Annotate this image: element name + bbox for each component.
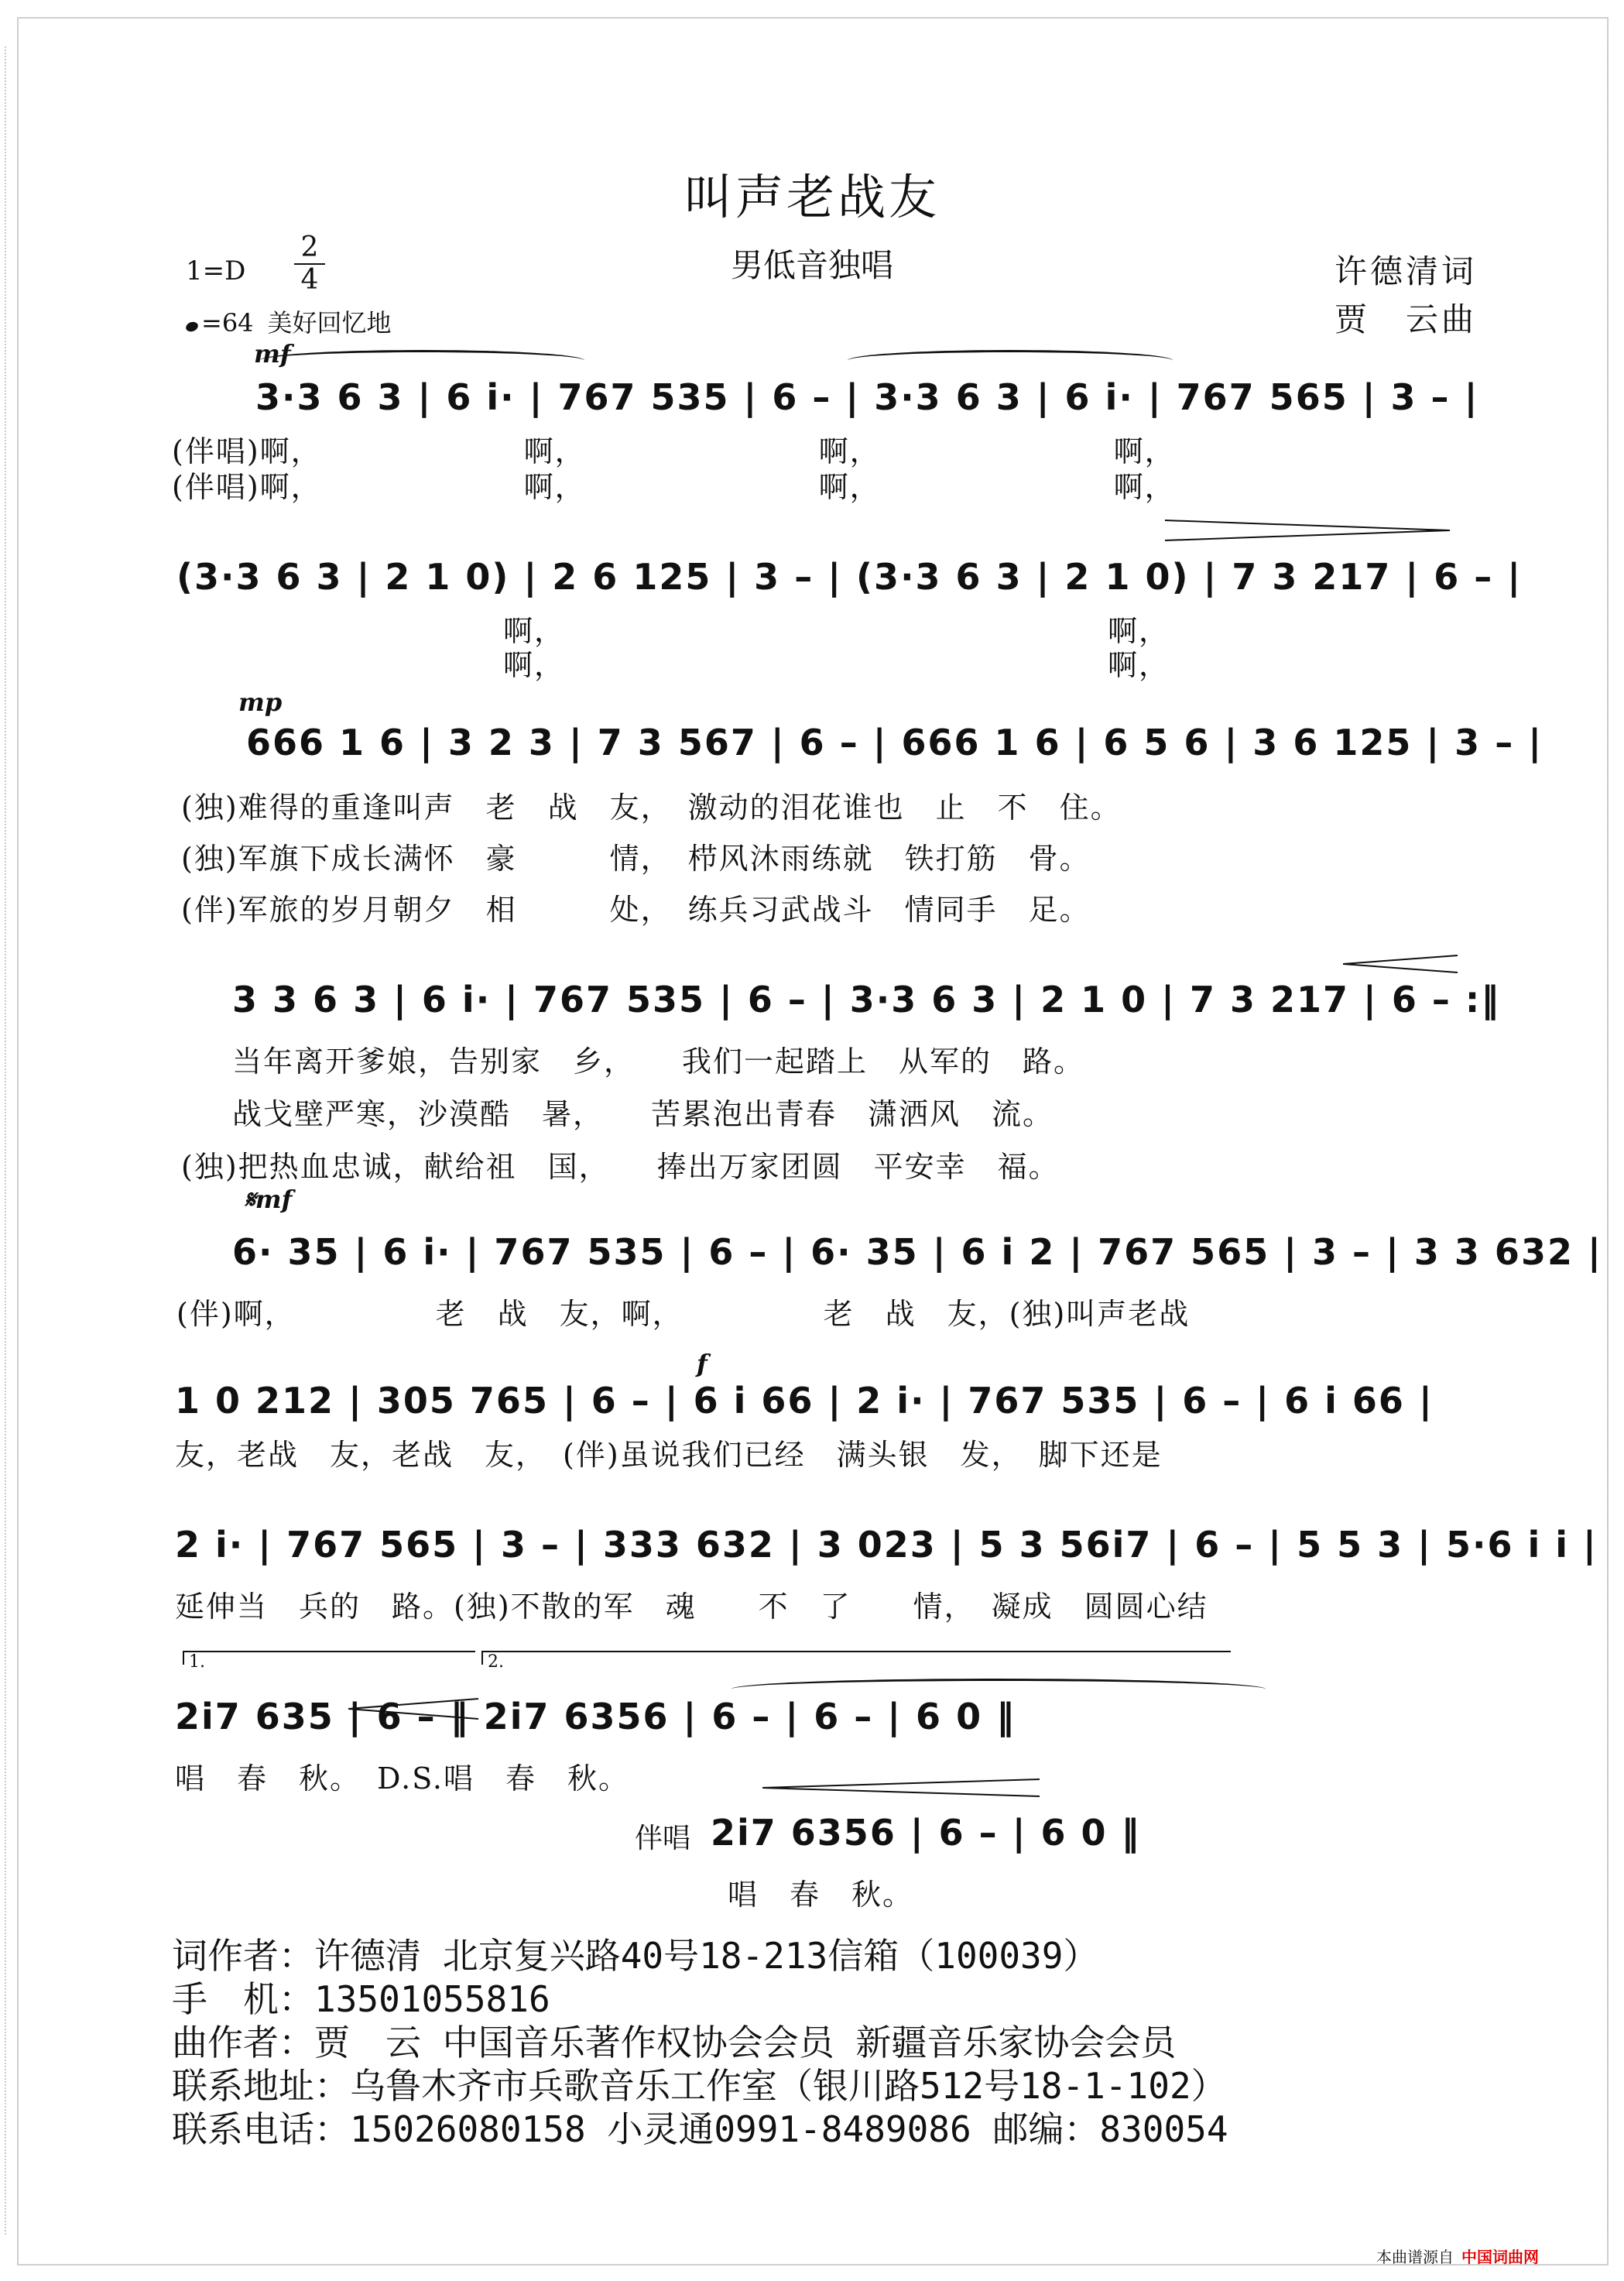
decrescendo-hairpin bbox=[1343, 954, 1459, 974]
backing-vocal-label: 伴唱 bbox=[635, 1823, 691, 1854]
lyric-line-6: 友，老战 友，老战 友， (伴)虽说我们已经 满头银 发， 脚下还是 bbox=[175, 1438, 1163, 1472]
lyric-verse-1: (独)难得的重逢叫声 老 战 友， 激动的泪花谁也 止 不 住。 bbox=[181, 791, 1122, 825]
notation-line-9: 2i7 6356 | 6 – | 6 0 ‖ bbox=[711, 1812, 1141, 1854]
notation-line-1: 3·3 6 3 | 6 i· | 767 535 | 6 – | 3·3 6 3 | 6 i· | 767 565 | 3 – | bbox=[255, 376, 1479, 418]
decrescendo-hairpin bbox=[1165, 519, 1451, 542]
notation-line-5: 6· 35 | 6 i· | 767 535 | 6 – | 6· 35 | 6 i 2 | 767 565 | 3 – | 3 3 632 | bbox=[232, 1231, 1602, 1273]
quarter-note-icon bbox=[184, 321, 199, 334]
left-margin-watermark bbox=[5, 46, 17, 2235]
song-title: 叫声老战友 bbox=[684, 169, 940, 225]
lyric-line-8: 唱 春 秋。 D.S.唱 春 秋。 bbox=[175, 1761, 629, 1796]
notation-line-2: (3·3 6 3 | 2 1 0) | 2 6 125 | 3 – | (3·3 6 3 | 2 1 0) | 7 3 217 | 6 – | bbox=[176, 556, 1523, 598]
lyric-line-1b: (伴唱)啊， 啊， 啊， 啊， bbox=[172, 470, 1176, 504]
volta-2: 2. bbox=[481, 1651, 1231, 1665]
time-signature bbox=[294, 232, 325, 296]
composer-credit: 贾 云曲 bbox=[1334, 300, 1477, 338]
meter-numerator: 2 bbox=[300, 232, 319, 263]
source-footer bbox=[1376, 2245, 1539, 2267]
right-margin-watermark bbox=[1607, 46, 1619, 2235]
dynamic-f: f bbox=[697, 1349, 708, 1378]
dynamic-mf: mf bbox=[254, 339, 291, 369]
phrase-slur bbox=[848, 350, 1173, 371]
source-label: 本曲谱源自 bbox=[1376, 2248, 1454, 2266]
composer-info: 曲作者：贾 云 中国音乐著作权协会会员 新疆音乐家协会会员 bbox=[172, 2022, 1177, 2063]
lyricist-phone: 手 机：13501055816 bbox=[172, 1978, 550, 2020]
notation-line-8: 2i7 635 | 6 – ‖ 2i7 6356 | 6 – | 6 – | 6 0 ‖ bbox=[175, 1696, 1016, 1737]
lyric-line-5: (伴)啊， 老 战 友，啊， 老 战 友，(独)叫声老战 bbox=[176, 1297, 1191, 1331]
tempo-value: =64 bbox=[201, 308, 254, 338]
lyric-verse-2: (独)军旗下成长满怀 豪 情， 栉风沐雨练就 铁打筋 骨。 bbox=[181, 842, 1091, 876]
meter-denominator: 4 bbox=[300, 264, 319, 296]
dynamic-mp: mp bbox=[238, 688, 283, 717]
lyric-verse-1b: 当年离开爹娘，告别家 乡， 我们一起踏上 从军的 路。 bbox=[232, 1044, 1085, 1079]
lyric-verse-3: (伴)军旅的岁月朝夕 相 处， 练兵习武战斗 情同手 足。 bbox=[181, 893, 1091, 927]
lyric-line-9: 唱 春 秋。 bbox=[728, 1878, 914, 1912]
lyric-line-2a: 啊， 啊， bbox=[503, 614, 1170, 648]
lyric-line-1a: (伴唱)啊， 啊， 啊， 啊， bbox=[172, 434, 1176, 468]
tempo-marking bbox=[186, 304, 392, 339]
composer-phone: 联系电话：15026080158 小灵通0991-8489086 邮编：830054 bbox=[172, 2108, 1228, 2150]
segno-dynamic-mf: 𝄋mf bbox=[245, 1185, 293, 1214]
decrescendo-hairpin bbox=[762, 1778, 1041, 1798]
lyric-verse-3b: (独)把热血忠诚，献给祖 国， 捧出万家团圆 平安幸 福。 bbox=[181, 1150, 1060, 1184]
notation-line-6: 1 0 212 | 305 765 | 6 – | 6 i 66 | 2 i· | 767 535 | 6 – | 6 i 66 | bbox=[175, 1380, 1434, 1422]
lyric-line-7: 延伸当 兵的 路。(独)不散的军 魂 不 了 情， 凝成 圆圆心结 bbox=[175, 1590, 1208, 1624]
phrase-slur bbox=[259, 350, 584, 371]
lyric-line-2b: 啊， 啊， bbox=[503, 648, 1170, 682]
lyric-verse-2b: 战戈壁严寒，沙漠酷 暑， 苦累泡出青春 潇洒风 流。 bbox=[232, 1097, 1054, 1131]
source-site-link[interactable]: 中国词曲网 bbox=[1461, 2248, 1539, 2266]
notation-line-3: 666 1 6 | 3 2 3 | 7 3 567 | 6 – | 666 1 6 | 6 5 6 | 3 6 125 | 3 – | bbox=[246, 722, 1543, 763]
volta-1: 1. bbox=[183, 1651, 475, 1665]
notation-line-7: 2 i· | 767 565 | 3 – | 333 632 | 3 023 | 5 3 56i7 | 6 – | 5 5 3 | 5·6 i i | bbox=[175, 1524, 1598, 1566]
key-signature: 1=D bbox=[186, 256, 246, 286]
composer-address: 联系地址：乌鲁木齐市兵歌音乐工作室（银川路512号18-1-102） bbox=[172, 2065, 1227, 2107]
song-subtitle: 男低音独唱 bbox=[730, 246, 893, 284]
lyricist-credit: 许德清词 bbox=[1334, 252, 1477, 290]
notation-line-4: 3 3 6 3 | 6 i· | 767 535 | 6 – | 3·3 6 3 | 2 1 0 | 7 3 217 | 6 – :‖ bbox=[232, 979, 1501, 1020]
expression-mark: 美好回忆地 bbox=[267, 308, 392, 338]
lyricist-contact: 词作者：许德清 北京复兴路40号18-213信箱（100039） bbox=[172, 1935, 1099, 1977]
